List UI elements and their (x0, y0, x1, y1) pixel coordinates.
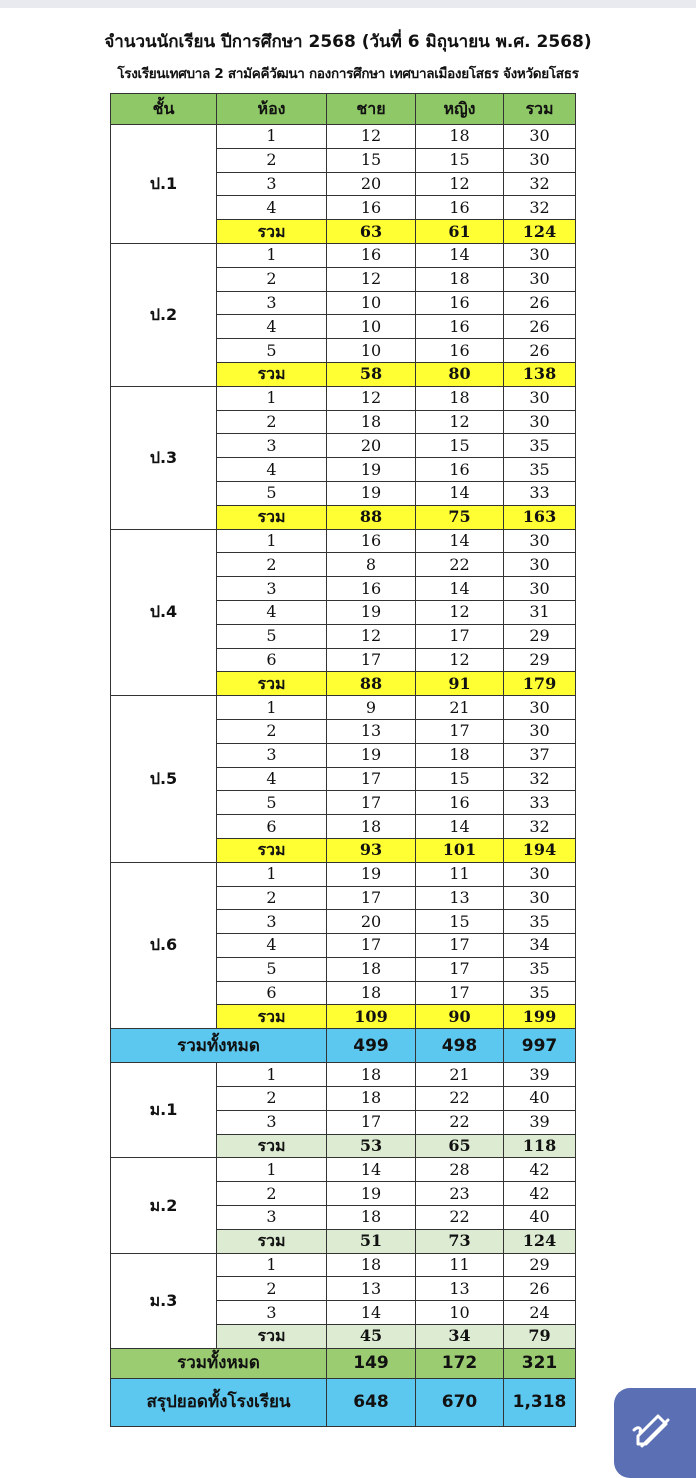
room-number: 3 (217, 743, 327, 767)
room-total: 35 (504, 957, 576, 981)
male-count: 16 (327, 196, 416, 220)
female-count: 17 (416, 624, 504, 648)
room-total: 30 (504, 696, 576, 720)
male-count: 10 (327, 315, 416, 339)
room-total: 32 (504, 196, 576, 220)
grade-sum-male: 45 (327, 1325, 416, 1349)
room-number: 3 (217, 1301, 327, 1325)
female-count: 18 (416, 125, 504, 149)
grade-sum-female: 101 (416, 838, 504, 862)
male-count: 18 (327, 957, 416, 981)
room-number: 2 (217, 1182, 327, 1206)
male-count: 16 (327, 529, 416, 553)
female-count: 18 (416, 267, 504, 291)
female-count: 22 (416, 1087, 504, 1111)
grade-sum-label: รวม (217, 505, 327, 529)
male-count: 12 (327, 624, 416, 648)
room-number: 2 (217, 410, 327, 434)
room-total: 39 (504, 1063, 576, 1087)
female-count: 12 (416, 410, 504, 434)
room-total: 26 (504, 339, 576, 363)
header-total: รวม (504, 94, 576, 125)
male-count: 19 (327, 481, 416, 505)
room-total: 24 (504, 1301, 576, 1325)
table-row (111, 696, 576, 720)
room-number: 2 (217, 886, 327, 910)
male-count: 19 (327, 862, 416, 886)
room-total: 31 (504, 600, 576, 624)
secondary-total-row-male: 149 (327, 1348, 416, 1378)
female-count: 18 (416, 386, 504, 410)
room-total: 26 (504, 1277, 576, 1301)
grade-sum-label: รวม (217, 220, 327, 244)
room-number: 2 (217, 719, 327, 743)
room-number: 4 (217, 196, 327, 220)
male-count: 9 (327, 696, 416, 720)
grade-sum-label: รวม (217, 1229, 327, 1253)
room-total: 40 (504, 1206, 576, 1230)
grade-label: ม.1 (111, 1063, 217, 1158)
secondary-total-row-label: รวมทั้งหมด (111, 1348, 327, 1378)
room-number: 2 (217, 1277, 327, 1301)
edit-pen-icon (632, 1406, 676, 1450)
room-total: 39 (504, 1110, 576, 1134)
male-count: 16 (327, 243, 416, 267)
room-number: 3 (217, 434, 327, 458)
room-total: 30 (504, 862, 576, 886)
room-number: 5 (217, 791, 327, 815)
male-count: 12 (327, 386, 416, 410)
male-count: 18 (327, 1253, 416, 1277)
grade-sum-male: 88 (327, 505, 416, 529)
female-count: 11 (416, 1253, 504, 1277)
room-total: 29 (504, 648, 576, 672)
grade-sum-total: 199 (504, 1005, 576, 1029)
room-total: 32 (504, 767, 576, 791)
room-number: 1 (217, 386, 327, 410)
room-number: 2 (217, 553, 327, 577)
room-number: 1 (217, 862, 327, 886)
male-count: 10 (327, 339, 416, 363)
room-number: 2 (217, 267, 327, 291)
female-count: 18 (416, 743, 504, 767)
grade-sum-label: รวม (217, 1325, 327, 1349)
female-count: 15 (416, 148, 504, 172)
primary-total-row-female: 498 (416, 1029, 504, 1063)
male-count: 19 (327, 1182, 416, 1206)
grade-sum-female: 75 (416, 505, 504, 529)
grade-sum-total: 194 (504, 838, 576, 862)
grade-sum-total: 124 (504, 1229, 576, 1253)
room-number: 5 (217, 339, 327, 363)
grade-sum-total: 179 (504, 672, 576, 696)
male-count: 13 (327, 1277, 416, 1301)
female-count: 23 (416, 1182, 504, 1206)
room-total: 26 (504, 291, 576, 315)
grade-sum-male: 53 (327, 1134, 416, 1158)
edit-fab-button[interactable] (614, 1388, 696, 1478)
table-row (111, 1063, 576, 1087)
female-count: 16 (416, 315, 504, 339)
table-row (111, 243, 576, 267)
grade-sum-total: 118 (504, 1134, 576, 1158)
secondary-total-row-total: 321 (504, 1348, 576, 1378)
room-number: 6 (217, 648, 327, 672)
grade-label: ป.5 (111, 696, 217, 863)
female-count: 17 (416, 719, 504, 743)
male-count: 18 (327, 815, 416, 839)
male-count: 18 (327, 1063, 416, 1087)
room-total: 37 (504, 743, 576, 767)
female-count: 12 (416, 648, 504, 672)
grand-total-row-total: 1,318 (504, 1378, 576, 1426)
student-count-table (110, 93, 576, 1427)
grade-label: ม.3 (111, 1253, 217, 1348)
room-total: 33 (504, 791, 576, 815)
room-total: 26 (504, 315, 576, 339)
room-number: 5 (217, 481, 327, 505)
room-total: 32 (504, 815, 576, 839)
room-number: 3 (217, 291, 327, 315)
room-total: 35 (504, 458, 576, 482)
grade-sum-female: 91 (416, 672, 504, 696)
female-count: 21 (416, 1063, 504, 1087)
room-number: 1 (217, 696, 327, 720)
grade-sum-male: 88 (327, 672, 416, 696)
room-total: 42 (504, 1158, 576, 1182)
room-number: 1 (217, 125, 327, 149)
room-number: 1 (217, 243, 327, 267)
male-count: 14 (327, 1158, 416, 1182)
female-count: 17 (416, 934, 504, 958)
room-total: 40 (504, 1087, 576, 1111)
room-total: 35 (504, 981, 576, 1005)
header-female: หญิง (416, 94, 504, 125)
room-number: 1 (217, 1063, 327, 1087)
grade-sum-male: 93 (327, 838, 416, 862)
male-count: 17 (327, 886, 416, 910)
female-count: 13 (416, 1277, 504, 1301)
grand-total-row-female: 670 (416, 1378, 504, 1426)
female-count: 15 (416, 910, 504, 934)
room-total: 30 (504, 553, 576, 577)
female-count: 14 (416, 529, 504, 553)
grade-sum-female: 73 (416, 1229, 504, 1253)
female-count: 16 (416, 339, 504, 363)
female-count: 14 (416, 815, 504, 839)
table-row (111, 1158, 576, 1182)
grade-sum-total: 79 (504, 1325, 576, 1349)
grand-total-row-label: สรุปยอดทั้งโรงเรียน (111, 1378, 327, 1426)
male-count: 14 (327, 1301, 416, 1325)
male-count: 20 (327, 434, 416, 458)
room-total: 30 (504, 148, 576, 172)
primary-total-row-male: 499 (327, 1029, 416, 1063)
top-bar (0, 0, 696, 8)
male-count: 20 (327, 910, 416, 934)
page-subtitle: โรงเรียนเทศบาล 2 สามัคคีวัฒนา กองการศึกษา เทศบาลเมืองยโสธร จังหวัดยโสธร (117, 66, 579, 82)
room-total: 30 (504, 243, 576, 267)
room-number: 3 (217, 1110, 327, 1134)
room-total: 30 (504, 529, 576, 553)
grade-sum-male: 58 (327, 362, 416, 386)
primary-total-row-label: รวมทั้งหมด (111, 1029, 327, 1063)
female-count: 17 (416, 981, 504, 1005)
room-number: 3 (217, 910, 327, 934)
room-total: 30 (504, 719, 576, 743)
male-count: 8 (327, 553, 416, 577)
male-count: 16 (327, 577, 416, 601)
room-number: 6 (217, 815, 327, 839)
grade-label: ป.1 (111, 125, 217, 244)
room-number: 3 (217, 172, 327, 196)
table-row (111, 125, 576, 149)
grade-label: ป.3 (111, 386, 217, 529)
table-row (111, 386, 576, 410)
grade-label: ม.2 (111, 1158, 217, 1253)
grade-sum-total: 138 (504, 362, 576, 386)
grade-sum-female: 80 (416, 362, 504, 386)
grade-label: ป.6 (111, 862, 217, 1029)
room-total: 30 (504, 410, 576, 434)
female-count: 22 (416, 553, 504, 577)
room-total: 34 (504, 934, 576, 958)
room-number: 1 (217, 1253, 327, 1277)
room-total: 30 (504, 386, 576, 410)
room-total: 32 (504, 172, 576, 196)
female-count: 10 (416, 1301, 504, 1325)
room-total: 29 (504, 1253, 576, 1277)
female-count: 22 (416, 1206, 504, 1230)
male-count: 18 (327, 1087, 416, 1111)
male-count: 13 (327, 719, 416, 743)
female-count: 16 (416, 458, 504, 482)
male-count: 20 (327, 172, 416, 196)
grade-sum-male: 63 (327, 220, 416, 244)
female-count: 16 (416, 196, 504, 220)
table-row (111, 862, 576, 886)
room-total: 35 (504, 910, 576, 934)
female-count: 14 (416, 481, 504, 505)
room-number: 4 (217, 458, 327, 482)
room-total: 29 (504, 624, 576, 648)
female-count: 14 (416, 577, 504, 601)
page-title: จำนวนนักเรียน ปีการศึกษา 2568 (วันที่ 6 มิถุนายน พ.ศ. 2568) (104, 32, 592, 52)
grade-sum-female: 34 (416, 1325, 504, 1349)
table-header-row (111, 94, 576, 125)
room-number: 4 (217, 315, 327, 339)
female-count: 12 (416, 600, 504, 624)
grade-label: ป.2 (111, 243, 217, 386)
grade-sum-male: 109 (327, 1005, 416, 1029)
male-count: 12 (327, 125, 416, 149)
room-number: 1 (217, 1158, 327, 1182)
grade-sum-female: 90 (416, 1005, 504, 1029)
male-count: 17 (327, 791, 416, 815)
male-count: 17 (327, 934, 416, 958)
male-count: 18 (327, 1206, 416, 1230)
grand-total-row-male: 648 (327, 1378, 416, 1426)
grade-sum-female: 61 (416, 220, 504, 244)
header-male: ชาย (327, 94, 416, 125)
room-number: 4 (217, 934, 327, 958)
male-count: 19 (327, 743, 416, 767)
header-grade: ชั้น (111, 94, 217, 125)
primary-total-row (111, 1029, 576, 1063)
grand-total-row (111, 1378, 576, 1426)
grade-sum-total: 163 (504, 505, 576, 529)
room-total: 35 (504, 434, 576, 458)
male-count: 19 (327, 458, 416, 482)
secondary-total-row-female: 172 (416, 1348, 504, 1378)
room-total: 30 (504, 125, 576, 149)
male-count: 10 (327, 291, 416, 315)
room-number: 5 (217, 624, 327, 648)
male-count: 17 (327, 767, 416, 791)
room-number: 4 (217, 600, 327, 624)
female-count: 14 (416, 243, 504, 267)
female-count: 12 (416, 172, 504, 196)
female-count: 17 (416, 957, 504, 981)
table-row (111, 529, 576, 553)
grade-sum-label: รวม (217, 362, 327, 386)
female-count: 13 (416, 886, 504, 910)
male-count: 18 (327, 410, 416, 434)
female-count: 22 (416, 1110, 504, 1134)
male-count: 15 (327, 148, 416, 172)
room-number: 3 (217, 577, 327, 601)
room-total: 33 (504, 481, 576, 505)
grade-sum-label: รวม (217, 1134, 327, 1158)
room-total: 30 (504, 577, 576, 601)
female-count: 15 (416, 434, 504, 458)
male-count: 17 (327, 648, 416, 672)
room-number: 2 (217, 1087, 327, 1111)
female-count: 16 (416, 291, 504, 315)
room-number: 3 (217, 1206, 327, 1230)
room-total: 42 (504, 1182, 576, 1206)
grade-sum-label: รวม (217, 838, 327, 862)
female-count: 15 (416, 767, 504, 791)
male-count: 19 (327, 600, 416, 624)
grade-label: ป.4 (111, 529, 217, 696)
room-total: 30 (504, 267, 576, 291)
male-count: 17 (327, 1110, 416, 1134)
grade-sum-male: 51 (327, 1229, 416, 1253)
grade-sum-label: รวม (217, 1005, 327, 1029)
room-total: 30 (504, 886, 576, 910)
header-room: ห้อง (217, 94, 327, 125)
room-number: 1 (217, 529, 327, 553)
male-count: 12 (327, 267, 416, 291)
grade-sum-label: รวม (217, 672, 327, 696)
female-count: 11 (416, 862, 504, 886)
primary-total-row-total: 997 (504, 1029, 576, 1063)
grade-sum-total: 124 (504, 220, 576, 244)
room-number: 2 (217, 148, 327, 172)
table-row (111, 1253, 576, 1277)
female-count: 16 (416, 791, 504, 815)
female-count: 21 (416, 696, 504, 720)
female-count: 28 (416, 1158, 504, 1182)
room-number: 4 (217, 767, 327, 791)
male-count: 18 (327, 981, 416, 1005)
room-number: 5 (217, 957, 327, 981)
grade-sum-female: 65 (416, 1134, 504, 1158)
room-number: 6 (217, 981, 327, 1005)
secondary-total-row (111, 1348, 576, 1378)
